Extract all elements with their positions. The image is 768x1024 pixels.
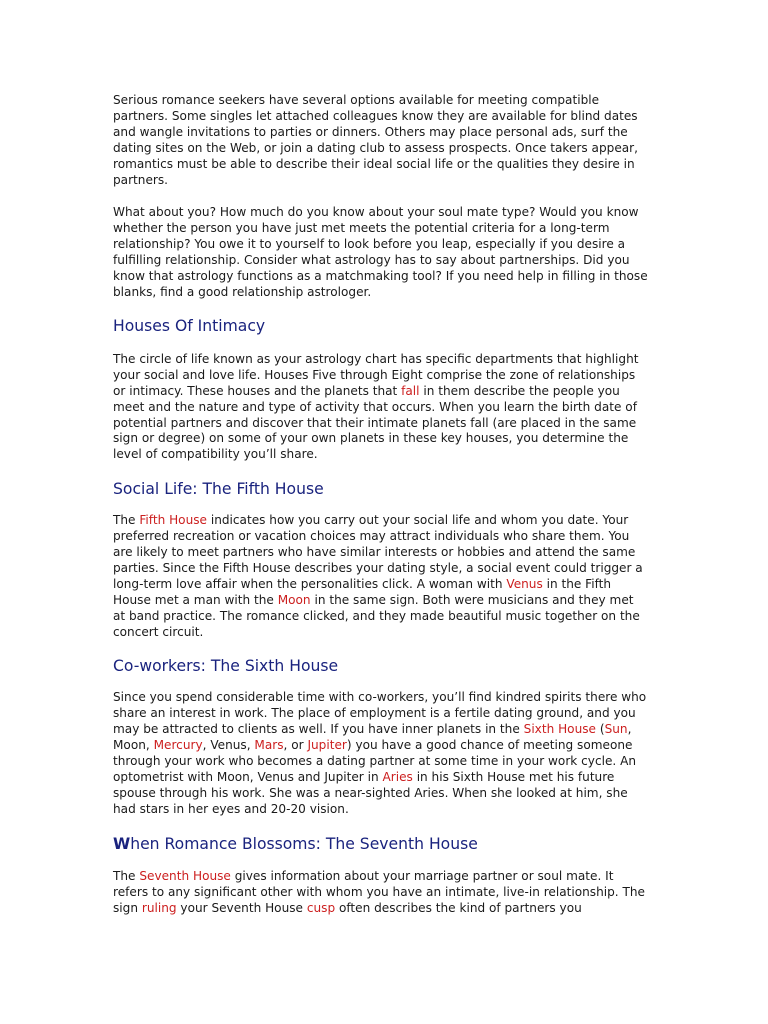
text-run: in the Fifth House met a man with the [113,576,612,607]
link-mars[interactable]: Mars [254,738,284,753]
text-run: your Seventh House [176,900,307,915]
fifth-house-paragraph [113,513,649,640]
heading-fifth-house: Social Life: The Fifth House [113,480,324,499]
link-ruling[interactable]: ruling [141,900,177,915]
text-run: in them describe the people you meet and the nature and type of activity that occurs. When you learn the birth date of potential partners and discover that their intimate planets fall (are placed in the same sign or degree) on some of your own planets in these key houses, you determine the level of compatibility you’ll share. [113,383,637,462]
text-run: , or [283,738,308,753]
intro-paragraph: Serious romance seekers have several options available for meeting compatible partners. Some singles let attached colleagues know they are available for blind dates and wangle invitations to parties or dinners. Others may place personal ads, surf the dating sites on the Web, or join a dating club to assess prospects. Once takers appear, romantics must be able to describe their ideal social life or the qualities they desire in partners. [113,93,638,187]
text-run: indicates how you carry out your social life and whom you date. Your preferred recreation or vacation choices may attract individuals who share them. You are likely to meet partners who have similar interests or hobbies and attend the same parties. Since the Fifth House describes your dating style, a social event could trigger a long-term love affair when the personalities click. A woman with [113,513,643,591]
link-jupiter[interactable]: Jupiter [307,738,347,753]
text-run: in his Sixth House met his future spouse through his work. She was a near-sighted Aries. When she looked at him, she had stars in her eyes and 20-20 vision. [113,770,628,816]
text-run: The circle of life known as your astrology chart has specific departments that highlight your social and love life. Houses Five through Eight comprise the zone of relationships or intimacy. These houses and the planets that [113,351,639,398]
link-cusp[interactable]: cusp [306,900,336,915]
text-run: often describes the kind of partners you [335,900,582,915]
link-fifth-house[interactable]: Fifth House [139,513,207,528]
link-aries[interactable]: Aries [382,770,413,784]
text-run: , Venus, [202,738,255,753]
sixth-house-paragraph [113,690,649,817]
article-body [113,93,649,916]
text-run: The [113,868,140,883]
heading-seventh-house [113,834,649,854]
seventh-house-paragraph [113,869,649,917]
link-seventh-house[interactable]: Seventh House [139,868,231,883]
text-run: Since you spend considerable time with co-workers, you’ll find kindred spirits there who share an interest in work. The place of employment is a fertile dating ground, and you may be attracted to clients as well. If you have inner planets in the [113,690,647,737]
heading-initial: W [113,834,131,853]
text-run: , Moon, [113,722,632,753]
link-mercury[interactable]: Mercury [153,738,203,753]
text-run: ) you have a good chance of meeting someone through your work who becomes a dating partner at some time in your work cycle. An optometrist with Moon, Venus and Jupiter in [113,738,637,784]
link-sun[interactable]: Sun [604,722,628,737]
intimacy-paragraph [113,352,649,463]
text-run: in the same sign. Both were musicians and they met at band practice. The romance clicked, and they made beautiful music together on the concert circuit. [113,592,640,639]
heading-rest: hen Romance Blossoms: The Seventh House [130,834,478,853]
soul-mate-paragraph: What about you? How much do you know about your soul mate type? Would you know whether the person you have just met meets the potential criteria for a long-term relationship? You owe it to yourself to look before you leap, especially if you desire a fulfilling relationship. Consider what astrology has to say about partnerships. Did you know that astrology functions as a matchmaking tool? If you need help in filling in those blanks, find a good relationship astrologer. [113,205,648,299]
text-run: The [113,513,140,528]
link-venus[interactable]: Venus [506,576,543,591]
heading-sixth-house: Co-workers: The Sixth House [113,657,339,676]
link-fall[interactable]: fall [401,383,420,398]
text-run: gives information about your marriage partner or soul mate. It refers to any significant other with whom you have an intimate, live-in relationship. The sign [113,868,645,915]
link-sixth-house[interactable]: Sixth House [523,722,596,737]
link-moon[interactable]: Moon [277,592,311,607]
heading-houses-of-intimacy: Houses Of Intimacy [113,316,266,335]
text-run: ( [596,722,605,737]
